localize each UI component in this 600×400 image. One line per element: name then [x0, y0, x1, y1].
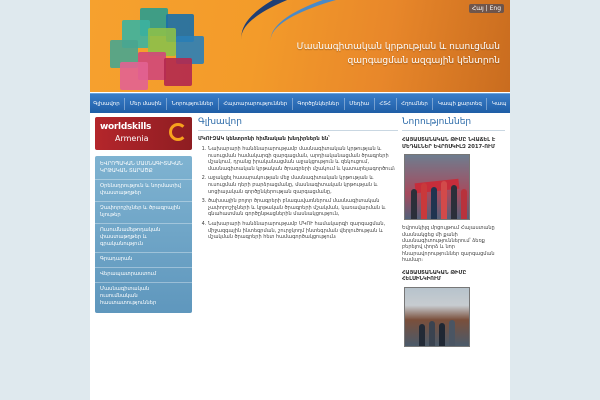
- list-item: 2. աջակցել հասարակության մեջ մասնագիտական կրթության և ուսուցման դերի բարձրացմանը, մասնագիտական կրթության և սոցիալական գործընկերության զարգացմանը,: [208, 175, 398, 195]
- sidebar-item-legislation[interactable]: Օրենսդրություն և նորմատիվ փաստաթղթեր: [95, 180, 192, 202]
- nav-news[interactable]: Նորություններ: [171, 100, 214, 107]
- news-summary: Եվրոսկիլզ մրցույթում Հայաստանը մասնակցեց մի քանի մասնագիտություններում՝ ձեռք բերելով փորձ և նոր հնարավորություններ զարգացման համար։: [402, 225, 495, 264]
- nav-about[interactable]: Մեր մասին: [129, 100, 162, 107]
- language-switcher: Հայ | Eng: [469, 4, 504, 13]
- sidebar-item-eu-vet-area[interactable]: ԵՎՐՈՊԱԿԱՆ ՄԱՍՆԱԳԻՏԱԿԱՆ ԿՐԹԱԿԱՆ ՏԱՐԱԾՔ: [95, 158, 192, 180]
- sidebar-item-standards[interactable]: Չափորոշիչներ և ծրագրային նյութեր: [95, 202, 192, 224]
- news-title-link[interactable]: ՀԱՅԱՍՏԱՆԱԿԱՆ ԹԻՄԸ ՀԵԼՍԻՆԿԻՈՒՄ: [402, 269, 467, 283]
- armenia-text: Armenia: [115, 134, 149, 143]
- nav-map[interactable]: Կապի քարտեզ: [438, 100, 482, 107]
- lang-hy[interactable]: Հայ: [471, 5, 484, 12]
- sidebar-item-retraining[interactable]: Վերապատրաստում: [95, 268, 192, 283]
- site-title-line2: զարգացման ազգային կենտրոն: [347, 56, 500, 66]
- list-item: 4. Նախարարի հանձնարարությամբ ՄԿՈՒ համակարգի զարգացման, միջազգային ինտեգրման, շուրջկողմ ինտեգրման վերլուծության և մշակման ծրագրերի հետ համագործակցություն։: [208, 221, 398, 241]
- news-photo[interactable]: [404, 154, 470, 220]
- site-title: [280, 40, 500, 68]
- nav-home[interactable]: Գլխավոր: [93, 100, 120, 107]
- nav-contact[interactable]: Կապ: [492, 100, 507, 107]
- page-title: Գլխավոր: [198, 117, 398, 131]
- worldskills-logo-icon: [169, 123, 187, 141]
- sidebar-item-library[interactable]: Գրադարան: [95, 253, 192, 268]
- nav-announcements[interactable]: Հայտարարություններ: [223, 100, 288, 107]
- nav-faq[interactable]: ՀՏՀ: [379, 100, 391, 107]
- nav-media[interactable]: Մեդիա: [349, 100, 370, 107]
- sidebar-item-institutions[interactable]: Մասնագիտական ուսումնական հաստատություններ: [100, 286, 157, 306]
- news-heading: Նորություններ: [402, 117, 505, 131]
- left-sidebar: [95, 117, 192, 313]
- page-wrapper: [90, 0, 510, 400]
- list-item: 3. ծախսային բոլոր ծրագրերի բնագավառներում մասնագիտական չափորոշիչների և կրթական ծրագրերի մշակման, կառավարման և գնահատման գործընթացներին մասնակցություն,: [208, 198, 398, 218]
- tasks-list: [198, 146, 398, 241]
- sidebar-menu: [95, 156, 192, 313]
- worldskills-text: worldskills: [100, 122, 152, 132]
- nav-links[interactable]: Հղումներ: [401, 100, 428, 107]
- site-header: [90, 0, 510, 92]
- news-photo[interactable]: [404, 287, 470, 347]
- worldskills-banner[interactable]: [95, 117, 192, 150]
- news-title-link[interactable]: ՀԱՅԱՍՏԱՆԱԿԱՆ ԹԻՄԸ ՆՎԱՃԵԼ Է ՄԵԴԱԼՆԵՐ ԵՎՐՈՍԿԻԼԶ 2017-ՈՒՄ: [402, 137, 496, 150]
- lang-en[interactable]: Eng: [489, 5, 501, 12]
- intro-text: ՄԿՈՒԶԱԿ կենտրոնի հիմնական խնդիրներն են՝: [198, 136, 330, 142]
- nav-partners[interactable]: Գործընկերներ: [297, 100, 339, 107]
- sidebar-item-methodology[interactable]: Ուսումնամեթոդական փաստաթղթեր և գրականություն: [95, 224, 192, 253]
- main-nav: [90, 93, 510, 113]
- list-item: 1. Նախարարի հանձնարարությամբ մասնագիտական կրթության և ուսուցման համակարգի զարգացման, արդիականացման ծրագրերի մշակում, դրանց իրականացման աջակցություն և զեկուցում, մասնագիտական կրթական ծրագրերի մշակում և կատարելագործում։: [208, 146, 398, 172]
- site-title-line1: Մասնագիտական կրթության և ուսուցման: [296, 42, 500, 52]
- main-content: [198, 117, 398, 244]
- cubes-logo[interactable]: [102, 6, 222, 90]
- news-sidebar: [402, 117, 505, 352]
